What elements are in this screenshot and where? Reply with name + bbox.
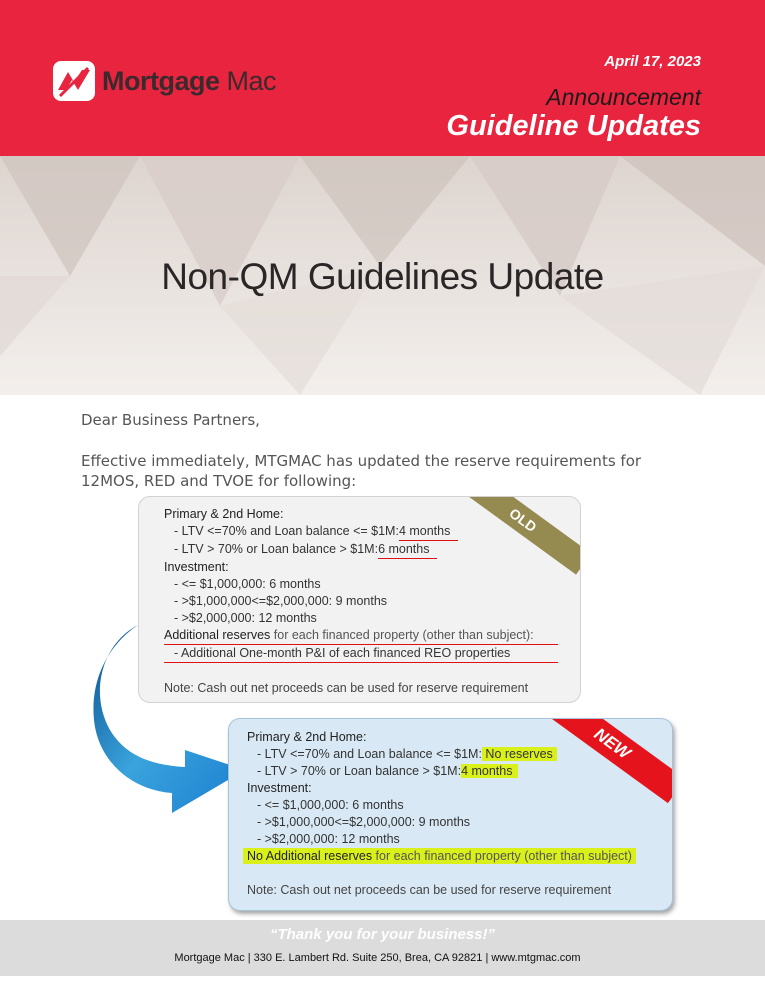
announcement-label: Announcement — [546, 84, 701, 110]
header-banner — [0, 0, 765, 156]
thank-you-text: “Thank you for your business!” — [269, 926, 496, 943]
logo-wordmark: Mortgage Mac — [102, 65, 277, 96]
old-note: Note: Cash out net proceeds can be used for reserve requirement — [164, 681, 529, 695]
footer — [0, 920, 765, 976]
old-ltv2-row: - LTV > 70% or Loan balance > $1M:6 months — [164, 541, 580, 559]
new-note: Note: Cash out net proceeds can be used for reserve requirement — [247, 883, 612, 897]
footer-address: Mortgage Mac | 330 E. Lambert Rd. Suite 250, Brea, CA 92821 | www.mtgmac.com — [174, 952, 581, 964]
old-investment-heading: Investment: — [164, 560, 229, 574]
hero-title: Non-QM Guidelines Update — [161, 256, 604, 297]
old-inv1-row: - <= $1,000,000: 6 months — [174, 577, 321, 591]
intro-text: Effective immediately, MTGMAC has updated the reserve requirements for 12MOS, RED and TVOE for following: — [81, 452, 642, 490]
mortgage-mac-logo-icon — [52, 60, 96, 102]
old-inv3-row: - >$2,000,000: 12 months — [174, 611, 317, 625]
old-additional-item: - Additional One-month P&I of each financed REO properties — [164, 645, 558, 663]
announcement-date: April 17, 2023 — [604, 53, 701, 70]
page-heading: Guideline Updates — [446, 110, 701, 142]
old-primary-heading: Primary & 2nd Home: — [164, 507, 284, 521]
greeting-text: Dear Business Partners, — [81, 411, 260, 429]
new-inv1-row: - <= $1,000,000: 6 months — [257, 798, 404, 812]
new-ltv1-row: - LTV <=70% and Loan balance <= $1M: No reserves — [247, 746, 672, 763]
new-ribbon: NEW — [538, 718, 673, 803]
old-additional-row: Additional reserves for each financed property (other than subject): — [164, 627, 558, 645]
new-investment-heading: Investment: — [247, 781, 312, 795]
old-ribbon: OLD — [455, 496, 581, 575]
new-primary-heading: Primary & 2nd Home: — [247, 730, 367, 744]
new-guidelines-box — [228, 718, 673, 911]
logo — [52, 60, 276, 102]
old-ltv1-row: - LTV <=70% and Loan balance <= $1M:4 months — [164, 523, 580, 541]
new-additional-row: No Additional reserves for each financed property (other than subject) — [243, 848, 672, 865]
old-inv2-row: - >$1,000,000<=$2,000,000: 9 months — [174, 594, 388, 608]
hero-banner — [0, 156, 765, 395]
old-guidelines-box — [138, 496, 581, 703]
new-inv3-row: - >$2,000,000: 12 months — [257, 832, 400, 846]
new-inv2-row: - >$1,000,000<=$2,000,000: 9 months — [257, 815, 471, 829]
new-ltv2-row: - LTV > 70% or Loan balance > $1M:4 months — [247, 763, 672, 780]
